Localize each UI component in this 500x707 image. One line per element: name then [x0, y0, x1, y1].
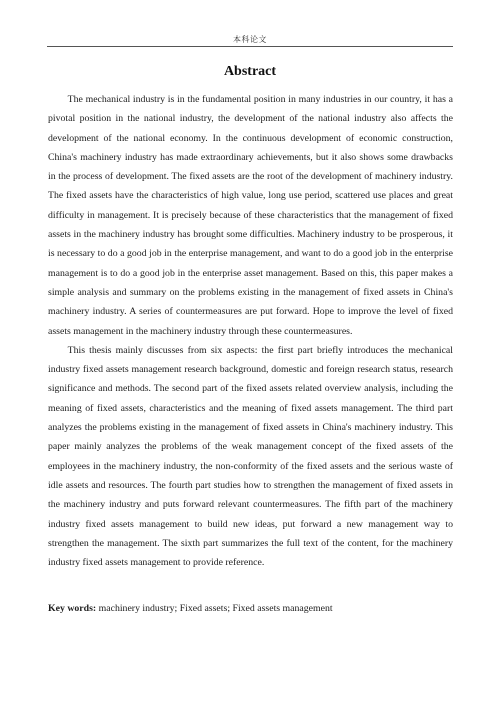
keywords-value: machinery industry; Fixed assets; Fixed assets management	[96, 603, 333, 614]
abstract-paragraph-2: This thesis mainly discusses from six aspects: the first part briefly introduces the mechanical industry fixed assets management research background, domestic and foreign research status, research significance and methods. The second part of the fixed assets related overview analysis, including the meaning of fixed assets, characteristics and the meaning of fixed assets management. The third part analyzes the problems existing in the management of fixed assets in China's machinery industry. This paper mainly analyzes the problems of the weak management concept of the fixed assets of the employees in the machinery industry, the non-conformity of the fixed assets and the serious waste of idle assets and resources. The fourth part studies how to strengthen the management of fixed assets in the machinery industry and puts forward relevant countermeasures. The fifth part of the machinery industry fixed assets management to build new ideas, put forward a new management way to strengthen the management. The sixth part summarizes the full text of the content, for the machinery industry fixed assets management to provide reference.	[48, 344, 453, 569]
abstract-paragraph-1: The mechanical industry is in the fundamental position in many industries in our country, it has a pivotal position in the national industry, the development of the national industry also affects the development of the national economy. In the continuous development of economic construction, China's machinery industry has made extraordinary achievements, but it also shows some drawbacks in the process of development. The fixed assets are the root of the development of machinery industry. The fixed assets have the characteristics of high value, long use period, scattered use places and great difficulty in management. It is precisely because of these characteristics that the management of fixed assets in the machinery industry has brought some difficulties. Machinery industry to be prosperous, it is necessary to do a good job in the enterprise management, and want to do a good job in the enterprise management is to do a good job in the enterprise asset management. Based on this, this paper makes a simple analysis and summary on the problems existing in the management of fixed assets in China's machinery industry. A series of countermeasures are put forward. Hope to improve the level of fixed assets management in the machinery industry through these countermeasures.	[48, 94, 453, 337]
abstract-title: Abstract	[223, 64, 277, 79]
running-header: 本科论文	[233, 35, 267, 44]
keywords-label: Key words:	[48, 603, 97, 614]
abstract-body	[48, 90, 453, 572]
header-rule	[47, 46, 453, 47]
keywords-line	[48, 600, 453, 618]
